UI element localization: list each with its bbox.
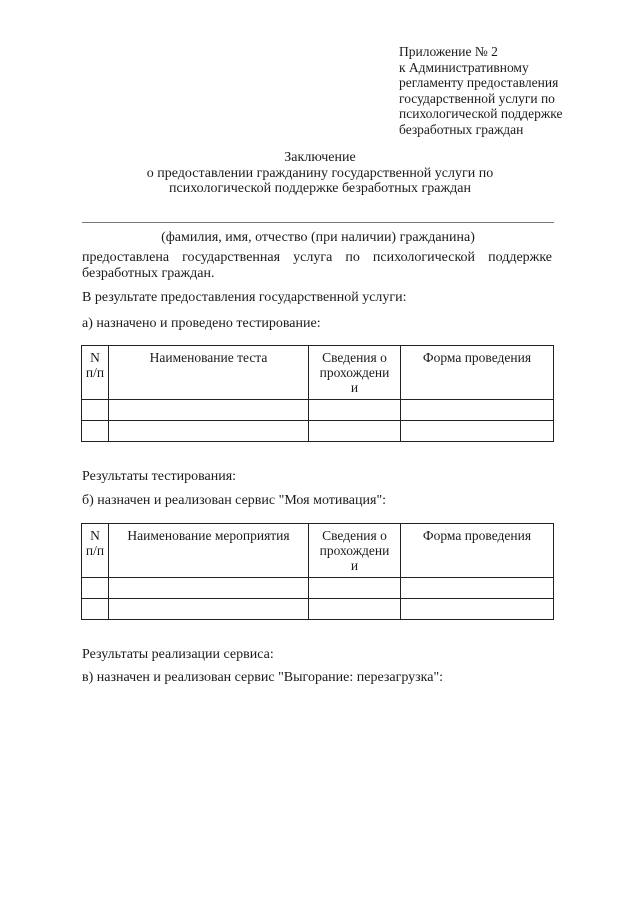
service-text: [82, 250, 552, 282]
title-line: о предоставлении гражданину государственной услуги по: [146, 165, 494, 181]
section-a-heading: а) назначено и проведено тестирование:: [82, 316, 321, 331]
appendix-line: к Административному: [399, 59, 529, 75]
appendix-line: психологической поддержке: [399, 106, 563, 122]
fio-fill-line: [82, 222, 554, 223]
table-header-row: [82, 346, 554, 400]
table-cell[interactable]: [109, 421, 309, 442]
table-cell[interactable]: [82, 421, 109, 442]
section-c-heading: в) назначен и реализован сервис "Выгорание: перезагрузка":: [82, 670, 444, 685]
table-cell[interactable]: [109, 578, 309, 599]
fio-caption: (фамилия, имя, отчество (при наличии) гражданина): [161, 230, 475, 245]
testing-results-label: Результаты тестирования:: [82, 469, 237, 484]
col-header-number: N п/п: [82, 524, 109, 578]
table-cell[interactable]: [309, 599, 401, 620]
title-line: психологической поддержке безработных граждан: [169, 181, 471, 196]
table-cell[interactable]: [309, 421, 401, 442]
appendix-line: Приложение № 2: [399, 44, 498, 59]
table-cell[interactable]: [82, 599, 109, 620]
result-intro: В результате предоставления государственной услуги:: [82, 290, 407, 305]
table-cell[interactable]: [109, 599, 309, 620]
appendix-block: [399, 44, 609, 138]
table-row: [82, 578, 554, 599]
table-cell[interactable]: [309, 578, 401, 599]
col-header-number: N п/п: [82, 346, 109, 400]
col-header-form: Форма проведения: [401, 524, 554, 578]
motivation-table: [81, 523, 554, 620]
appendix-line: регламенту предоставления: [399, 75, 559, 91]
table-cell[interactable]: [401, 400, 554, 421]
service-text-line: предоставлена государственная услуга по психологической поддержке: [82, 250, 552, 265]
testing-table: [81, 345, 554, 442]
table-cell[interactable]: [309, 400, 401, 421]
col-header-form: Форма проведения: [401, 346, 554, 400]
appendix-line: безработных граждан: [399, 121, 524, 137]
appendix-line: государственной услуги по: [399, 90, 555, 106]
col-header-name: Наименование мероприятия: [109, 524, 309, 578]
document-title: [90, 150, 550, 197]
table-cell[interactable]: [401, 578, 554, 599]
table-cell[interactable]: [401, 421, 554, 442]
service-results-label: Результаты реализации сервиса:: [82, 647, 274, 662]
col-header-info: Сведения о прохождени и: [309, 524, 401, 578]
table-header-row: [82, 524, 554, 578]
table-cell[interactable]: [82, 400, 109, 421]
title-line: Заключение: [284, 150, 356, 165]
col-header-name: Наименование теста: [109, 346, 309, 400]
table-row: [82, 421, 554, 442]
table-row: [82, 599, 554, 620]
table-row: [82, 400, 554, 421]
table-cell[interactable]: [401, 599, 554, 620]
service-text-line: безработных граждан.: [82, 266, 215, 281]
section-b-heading: б) назначен и реализован сервис "Моя мотивация":: [82, 493, 387, 508]
table-cell[interactable]: [109, 400, 309, 421]
col-header-info: Сведения о прохождени и: [309, 346, 401, 400]
table-cell[interactable]: [82, 578, 109, 599]
